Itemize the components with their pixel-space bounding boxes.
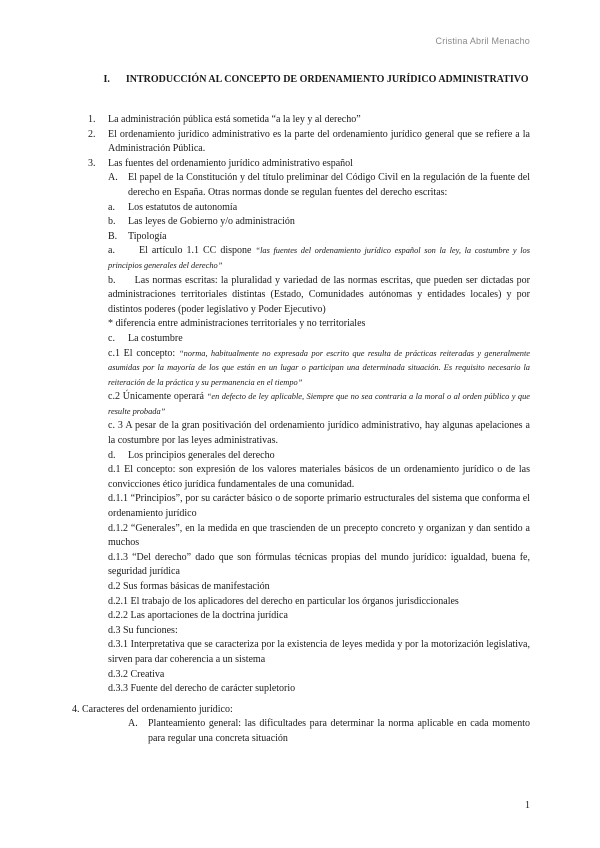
chapter-title — [96, 72, 536, 87]
paragraph-d3: d.3 Su funciones: — [108, 624, 178, 636]
paragraph-text: c.1 El concepto: — [108, 347, 179, 359]
paragraph-d2-2: d.2.2 Las aportaciones de la doctrina jurídica — [108, 610, 288, 622]
paragraph-d3-2: d.3.2 Creativa — [108, 668, 165, 680]
paragraph-d1: d.1 El concepto: son expresión de los valores materiales básicos de un ordenamiento jurídico o de las convicciones ético jurídica fundamentales de una comunidad. — [108, 464, 530, 490]
paragraph-d2: d.2 Sus formas básicas de manifestación — [108, 581, 270, 592]
list-item-3 — [88, 157, 530, 172]
list-text: El papel de la Constitución y del título preliminar del Código Civil en la regulación de la fuente del derecho en España. Otras normas donde se regulan fuentes del derecho escritas: — [128, 172, 530, 198]
list-text: El ordenamiento jurídico administrativo es la parte del ordenamiento jurídico general que se refiere a la Administración Pública. — [108, 128, 530, 155]
list-label: c. — [108, 332, 115, 344]
list-item-4: 4. Caracteres del ordenamiento jurídico: — [72, 703, 233, 715]
list-label: 2. — [88, 128, 96, 140]
list-text: Los estatutos de autonomía — [128, 201, 238, 213]
sub-item-A-a — [108, 201, 530, 216]
section-3-content — [88, 171, 533, 696]
list-label: 1. — [88, 114, 96, 125]
list-text: Tipología — [128, 230, 167, 242]
chapter-number: I. — [103, 74, 110, 85]
paragraph-d2-1: d.2.1 El trabajo de los aplicadores del derecho en particular los órganos jurisdiccionales — [108, 595, 459, 607]
paragraph-d3-1: d.3.1 Interpretativa que se caracteriza por la existencia de leyes medida y por la motorización legislativa, sirven para dar coherencia a un sistema — [108, 639, 530, 665]
list-text: La costumbre — [128, 332, 183, 344]
page-number: 1 — [525, 800, 530, 811]
list-label: d. — [108, 449, 116, 461]
list-text: Las leyes de Gobierno y/o administración — [128, 216, 295, 228]
sub-item-A-b — [108, 215, 530, 230]
sub-item-B-c — [108, 332, 530, 347]
sub-item-B-d — [108, 449, 530, 464]
list-text: Los principios generales del derecho — [128, 449, 275, 461]
paragraph-d1-3: d.1.3 “Del derecho” dado que son fórmulas técnicas propias del mundo jurídico: igualdad, buena fe, seguridad jurídica — [108, 551, 530, 578]
paragraph-c2 — [108, 390, 530, 419]
list-label: b. — [108, 216, 116, 228]
paragraph-B-b-note: * diferencia entre administraciones territoriales y no territoriales — [108, 318, 366, 330]
paragraph-d1-2: d.1.2 “Generales”, en la medida en que trascienden de un precepto concreto y organizan y dan sentido a muchos — [108, 522, 530, 549]
quoted-text: “en defecto de ley aplicable, Siempre que no sea contraria a la moral o al orden público y que resulte probada” — [108, 392, 530, 416]
list-label: A. — [108, 172, 118, 184]
sub-item-B — [108, 230, 530, 245]
list-label: 3. — [88, 157, 96, 169]
list-item-1 — [88, 113, 530, 128]
header-author: Cristina Abril Menacho — [435, 36, 530, 46]
list-label: A. — [128, 718, 138, 730]
chapter-title-text: INTRODUCCIÓN AL CONCEPTO DE ORDENAMIENTO JURÍDICO ADMINISTRATIVO — [125, 74, 529, 85]
list-item-2 — [88, 128, 530, 157]
paragraph-d1-1: d.1.1 “Principios”, por su carácter básico o de soporte primario estructurales del sistema que conforma el ordenamiento jurídico — [108, 493, 530, 520]
document-body — [72, 113, 533, 747]
list-label: a. — [108, 201, 115, 213]
paragraph-d3-3: d.3.3 Fuente del derecho de carácter supletorio — [108, 683, 296, 695]
sub-item-4-A — [88, 717, 530, 746]
list-label: B. — [108, 230, 118, 242]
quoted-text: “norma, habitualmente no expresada por escrito que resulta de prácticas reiteradas y generalmente asumidas por la mayoría de los que están en un lugar o participan una determinada situación. Es requisito necesario la reiteración de la práctica y su permanencia en el tiempo” — [108, 348, 530, 387]
list-text: Planteamiento general: las dificultades para determinar la norma aplicable en cada momento para regular una concreta situación — [148, 718, 530, 744]
list-text: Las fuentes del ordenamiento jurídico administrativo español — [108, 157, 353, 169]
paragraph-B-b: b. Las normas escritas: la pluralidad y variedad de las normas escritas, que pueden ser dictadas por administraciones territoriales distintas (Estado, Comunidades autónomas y entidades locales) y por distintos poderes (poder legislativo y Poder Ejecutivo) — [108, 274, 533, 315]
paragraph-c3: c. 3 A pesar de la gran positivación del ordenamiento jurídico administrativo, hay algunas apelaciones a la costumbre por las leyes administrativas. — [108, 420, 530, 447]
paragraph-B-a — [108, 244, 530, 273]
list-text: La administración pública está sometida “a la ley y al derecho” — [108, 114, 361, 125]
quoted-text: “las fuentes del ordenamiento jurídico español son la ley, la costumbre y los principios generales del derecho” — [108, 246, 530, 270]
sub-item-A — [108, 171, 530, 200]
paragraph-c1 — [108, 347, 530, 391]
paragraph-text: a. El artículo 1.1 CC dispone — [108, 245, 256, 257]
paragraph-text: c.2 Únicamente operará — [108, 391, 207, 403]
